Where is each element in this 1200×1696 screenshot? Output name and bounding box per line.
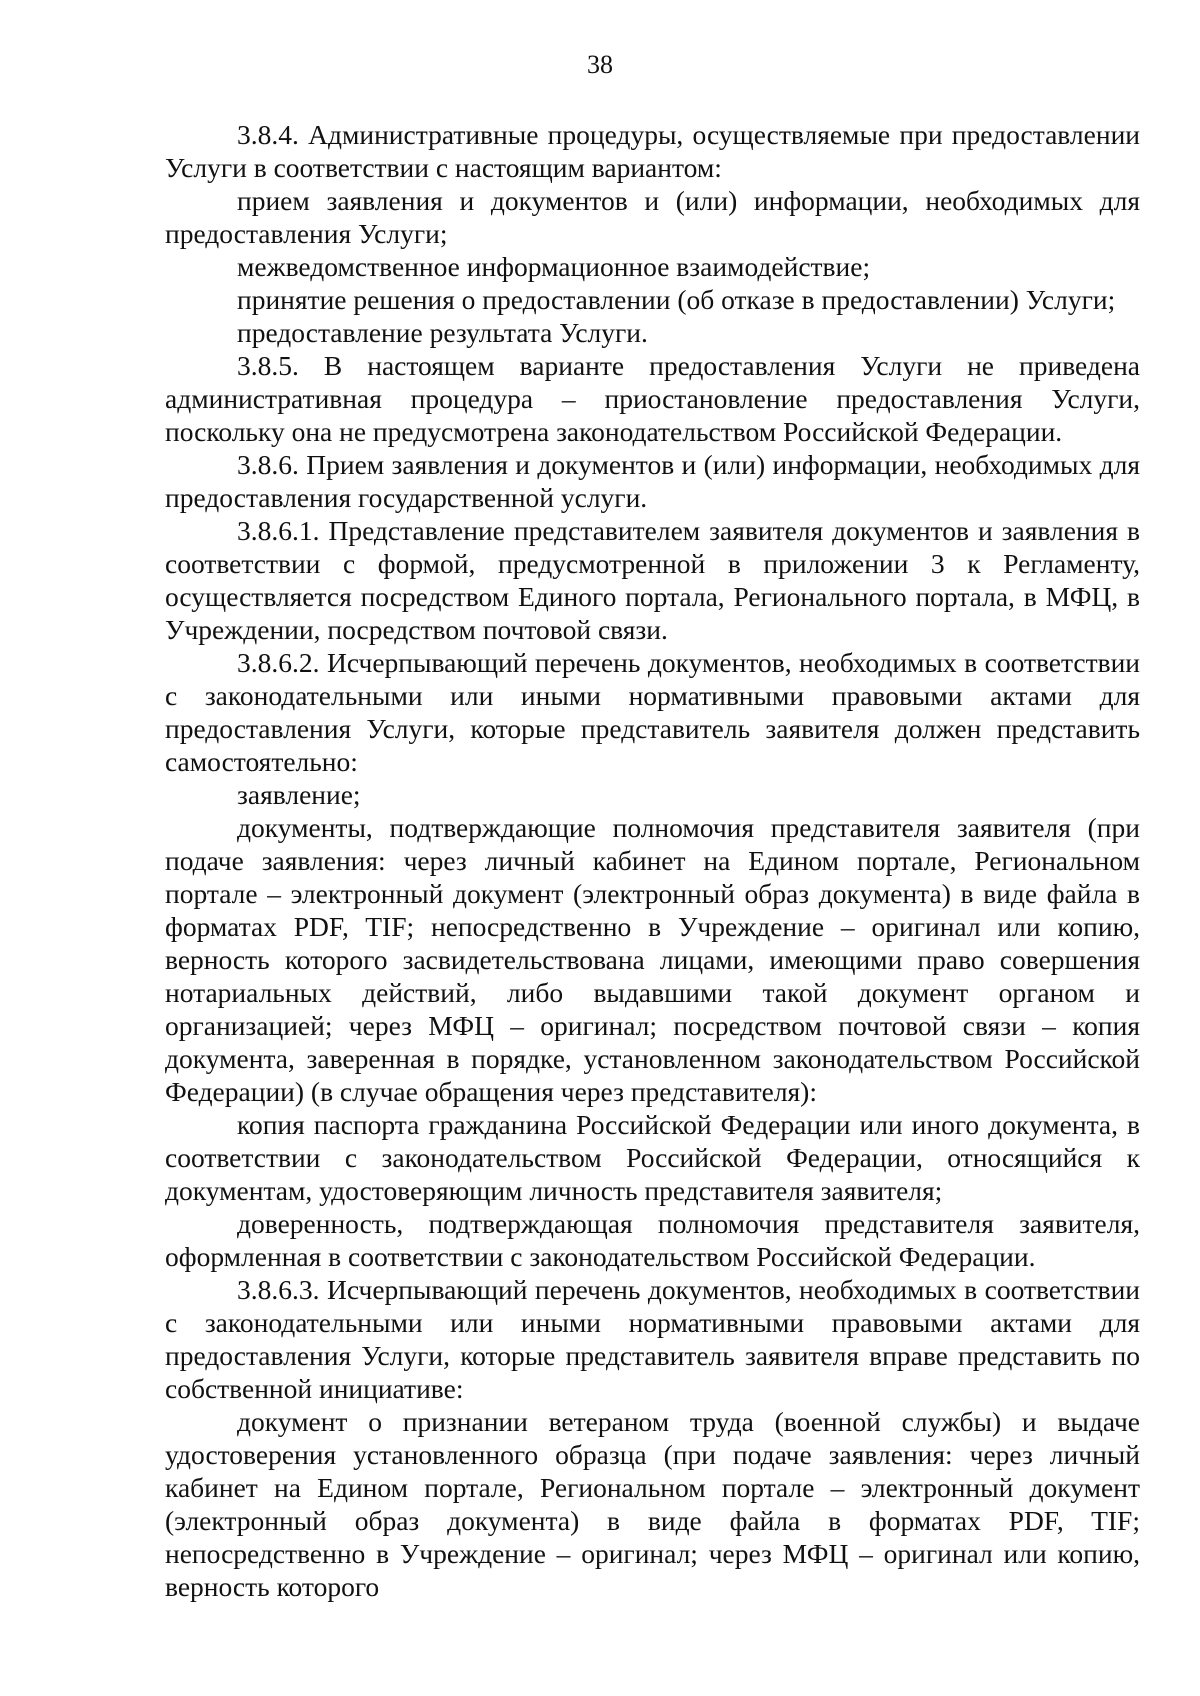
list-item-decision: принятие решения о предоставлении (об отказе в предоставлении) Услуги;	[237, 284, 1116, 315]
paragraph-3-8-6-3: 3.8.6.3. Исчерпывающий перечень документов, необходимых в соответствии с законодательными или иными нормативными правовыми актами для предоставления Услуги, которые представитель заявителя вправе представить по собственной инициативе:	[165, 1274, 1140, 1404]
list-item-passport-copy: копия паспорта гражданина Российской Федерации или иного документа, в соответствии с законодательством Российской Федерации, относящийся к документам, удостоверяющим личность представителя заявителя;	[165, 1109, 1140, 1206]
paragraph-3-8-4: 3.8.4. Административные процедуры, осуществляемые при предоставлении Услуги в соответствии с настоящим вариантом:	[165, 119, 1140, 183]
list-item-interagency-interaction: межведомственное информационное взаимодействие;	[237, 251, 871, 282]
list-item-result: предоставление результата Услуги.	[237, 317, 648, 348]
page-number: 38	[587, 50, 613, 79]
list-item-authority-documents: документы, подтверждающие полномочия представителя заявителя (при подаче заявления: через личный кабинет на Едином портале, Региональном портале – электронный документ (электронный образ документа) в виде файла в форматах PDF, TIF; непосредственно в Учреждение – оригинал или копию, верность которого засвидетельствована лицами, имеющими право совершения нотариальных действий, либо выдавшими такой документ органом и организацией; через МФЦ – оригинал; посредством почтовой связи – копия документа, заверенная в порядке, установленном законодательством Российской Федерации) (в случае обращения через представителя):	[165, 812, 1140, 1107]
paragraph-3-8-6-2: 3.8.6.2. Исчерпывающий перечень документов, необходимых в соответствии с законодательными или иными нормативными правовыми актами для предоставления Услуги, которые представитель заявителя должен представить самостоятельно:	[165, 647, 1140, 777]
paragraph-3-8-6: 3.8.6. Прием заявления и документов и (или) информации, необходимых для предоставления государственной услуги.	[165, 449, 1140, 513]
list-item-application-reception: прием заявления и документов и (или) информации, необходимых для предоставления Услуги;	[165, 185, 1140, 249]
paragraph-3-8-5: 3.8.5. В настоящем варианте предоставления Услуги не приведена административная процедура – приостановление предоставления Услуги, поскольку она не предусмотрена законодательством Российской Федерации.	[165, 350, 1140, 447]
paragraph-3-8-6-1: 3.8.6.1. Представление представителем заявителя документов и заявления в соответствии с формой, предусмотренной в приложении 3 к Регламенту, осуществляется посредством Единого портала, Регионального портала, в МФЦ, в Учреждении, посредством почтовой связи.	[165, 515, 1140, 645]
list-item-power-of-attorney: доверенность, подтверждающая полномочия представителя заявителя, оформленная в соответствии с законодательством Российской Федерации.	[165, 1208, 1140, 1272]
document-body	[165, 118, 1140, 1603]
list-item-veteran-document: документ о признании ветераном труда (военной службы) и выдаче удостоверения установленного образца (при подаче заявления: через личный кабинет на Едином портале, Региональном портале – электронный документ (электронный образ документа) в виде файла в форматах PDF, TIF; непосредственно в Учреждение – оригинал; через МФЦ – оригинал или копию, верность которого	[165, 1406, 1140, 1602]
list-item-application: заявление;	[237, 779, 361, 810]
